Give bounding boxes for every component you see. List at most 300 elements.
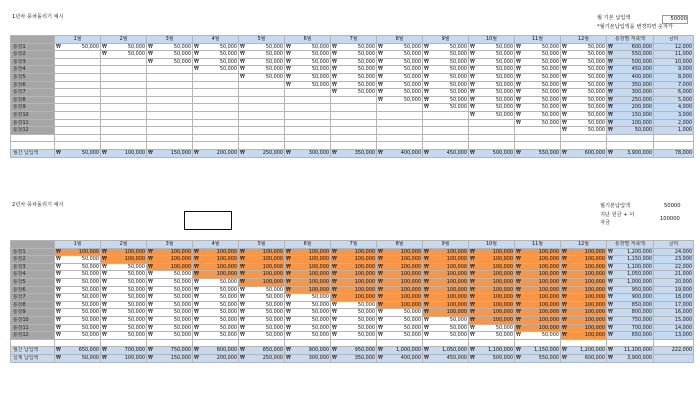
empty-cell[interactable] — [331, 339, 377, 347]
row-label[interactable]: 통장10 — [11, 111, 55, 119]
month-cell[interactable] — [101, 43, 147, 51]
empty-cell[interactable] — [377, 134, 423, 142]
column-header[interactable]: 3월 — [147, 36, 193, 44]
month-cell[interactable] — [55, 66, 101, 74]
empty-cell[interactable] — [423, 142, 469, 150]
month-cell[interactable] — [331, 96, 377, 104]
month-cell[interactable] — [469, 127, 515, 135]
month-cell[interactable] — [331, 119, 377, 127]
month-cell[interactable] — [55, 43, 101, 51]
month-cell[interactable] — [55, 294, 101, 302]
empty-cell[interactable] — [561, 339, 607, 347]
column-header[interactable]: 4월 — [193, 36, 239, 44]
summary-cell[interactable] — [515, 149, 561, 157]
month-cell[interactable] — [55, 316, 101, 324]
row-label[interactable]: 통장6 — [11, 81, 55, 89]
account-total-cell[interactable] — [607, 324, 654, 332]
interest-cell[interactable] — [654, 332, 694, 340]
month-cell[interactable] — [55, 256, 101, 264]
column-header[interactable]: 11월 — [515, 36, 561, 44]
month-cell[interactable] — [147, 104, 193, 112]
summary-label[interactable]: 월간 납입액 — [11, 149, 55, 157]
month-cell[interactable] — [285, 43, 331, 51]
month-cell[interactable] — [55, 301, 101, 309]
interest-cell[interactable] — [654, 51, 694, 59]
month-cell[interactable] — [101, 263, 147, 271]
empty-cell[interactable] — [654, 134, 694, 142]
summary-cell[interactable] — [561, 354, 607, 362]
month-cell[interactable] — [193, 51, 239, 59]
month-cell[interactable] — [55, 58, 101, 66]
month-cell[interactable] — [147, 278, 193, 286]
month-cell[interactable] — [101, 256, 147, 264]
summary-cell[interactable] — [101, 149, 147, 157]
interest-cell[interactable] — [654, 263, 694, 271]
month-cell[interactable] — [193, 278, 239, 286]
month-cell[interactable] — [239, 324, 285, 332]
summary-cell[interactable] — [377, 354, 423, 362]
month-cell[interactable] — [55, 127, 101, 135]
month-cell[interactable] — [377, 89, 423, 97]
empty-cell[interactable] — [654, 339, 694, 347]
interest-cell[interactable] — [654, 294, 694, 302]
month-cell[interactable] — [193, 96, 239, 104]
column-header[interactable]: 금리 — [654, 241, 694, 249]
month-cell[interactable] — [377, 301, 423, 309]
empty-cell[interactable] — [331, 142, 377, 150]
month-cell[interactable] — [101, 104, 147, 112]
month-cell[interactable] — [239, 96, 285, 104]
month-cell[interactable] — [423, 89, 469, 97]
month-cell[interactable] — [377, 324, 423, 332]
month-cell[interactable] — [515, 248, 561, 256]
month-cell[interactable] — [469, 256, 515, 264]
summary-interest-cell[interactable] — [654, 354, 694, 362]
summary-cell[interactable] — [147, 149, 193, 157]
column-header[interactable]: 10월 — [469, 241, 515, 249]
column-header[interactable]: 8월 — [377, 241, 423, 249]
empty-cell[interactable] — [55, 339, 101, 347]
month-cell[interactable] — [423, 316, 469, 324]
summary-cell[interactable] — [285, 347, 331, 355]
month-cell[interactable] — [515, 286, 561, 294]
empty-cell[interactable] — [469, 339, 515, 347]
month-cell[interactable] — [331, 127, 377, 135]
month-cell[interactable] — [147, 81, 193, 89]
month-cell[interactable] — [561, 271, 607, 279]
month-cell[interactable] — [193, 111, 239, 119]
interest-cell[interactable] — [654, 316, 694, 324]
summary-cell[interactable] — [193, 347, 239, 355]
summary-cell[interactable] — [147, 347, 193, 355]
month-cell[interactable] — [285, 286, 331, 294]
month-cell[interactable] — [193, 324, 239, 332]
month-cell[interactable] — [331, 332, 377, 340]
month-cell[interactable] — [55, 81, 101, 89]
summary-cell[interactable] — [285, 149, 331, 157]
summary-cell[interactable] — [147, 354, 193, 362]
empty-cell[interactable] — [469, 142, 515, 150]
month-cell[interactable] — [193, 316, 239, 324]
month-cell[interactable] — [377, 294, 423, 302]
account-total-cell[interactable] — [607, 96, 654, 104]
month-cell[interactable] — [239, 263, 285, 271]
month-cell[interactable] — [285, 332, 331, 340]
column-header[interactable]: 5월 — [239, 241, 285, 249]
month-cell[interactable] — [377, 248, 423, 256]
interest-cell[interactable] — [654, 66, 694, 74]
month-cell[interactable] — [377, 263, 423, 271]
month-cell[interactable] — [55, 309, 101, 317]
month-cell[interactable] — [377, 309, 423, 317]
empty-cell[interactable] — [654, 142, 694, 150]
month-cell[interactable] — [469, 316, 515, 324]
month-cell[interactable] — [55, 332, 101, 340]
row-label[interactable]: 통장11 — [11, 119, 55, 127]
month-cell[interactable] — [239, 89, 285, 97]
account-total-cell[interactable] — [607, 58, 654, 66]
month-cell[interactable] — [331, 104, 377, 112]
month-cell[interactable] — [515, 73, 561, 81]
month-cell[interactable] — [101, 248, 147, 256]
month-cell[interactable] — [377, 127, 423, 135]
row-label[interactable]: 통장10 — [11, 316, 55, 324]
empty-cell[interactable] — [377, 142, 423, 150]
empty-cell[interactable] — [239, 142, 285, 150]
summary-cell[interactable] — [239, 347, 285, 355]
month-cell[interactable] — [331, 256, 377, 264]
column-header[interactable]: 7월 — [331, 36, 377, 44]
row-label[interactable]: 통장3 — [11, 58, 55, 66]
month-cell[interactable] — [515, 256, 561, 264]
account-total-cell[interactable] — [607, 248, 654, 256]
month-cell[interactable] — [55, 271, 101, 279]
month-cell[interactable] — [423, 332, 469, 340]
month-cell[interactable] — [239, 309, 285, 317]
month-cell[interactable] — [331, 263, 377, 271]
row-label[interactable]: 통장9 — [11, 309, 55, 317]
interest-cell[interactable] — [654, 111, 694, 119]
summary-interest-cell[interactable] — [654, 149, 694, 157]
month-cell[interactable] — [147, 58, 193, 66]
month-cell[interactable] — [147, 89, 193, 97]
summary-cell[interactable] — [423, 354, 469, 362]
month-cell[interactable] — [561, 43, 607, 51]
row-label[interactable]: 통장5 — [11, 278, 55, 286]
summary-cell[interactable] — [239, 149, 285, 157]
empty-cell[interactable] — [515, 142, 561, 150]
month-cell[interactable] — [561, 256, 607, 264]
month-cell[interactable] — [377, 104, 423, 112]
account-total-cell[interactable] — [607, 309, 654, 317]
interest-cell[interactable] — [654, 278, 694, 286]
month-cell[interactable] — [285, 119, 331, 127]
month-cell[interactable] — [285, 278, 331, 286]
empty-cell[interactable] — [423, 339, 469, 347]
month-cell[interactable] — [55, 51, 101, 59]
month-cell[interactable] — [469, 58, 515, 66]
empty-cell[interactable] — [285, 339, 331, 347]
empty-cell[interactable] — [469, 134, 515, 142]
summary-total-cell[interactable] — [607, 354, 654, 362]
interest-cell[interactable] — [654, 58, 694, 66]
month-cell[interactable] — [239, 66, 285, 74]
month-cell[interactable] — [515, 278, 561, 286]
month-cell[interactable] — [331, 309, 377, 317]
month-cell[interactable] — [469, 324, 515, 332]
month-cell[interactable] — [331, 316, 377, 324]
month-cell[interactable] — [561, 96, 607, 104]
month-cell[interactable] — [55, 73, 101, 81]
month-cell[interactable] — [147, 256, 193, 264]
month-cell[interactable] — [147, 111, 193, 119]
account-total-cell[interactable] — [607, 104, 654, 112]
month-cell[interactable] — [285, 263, 331, 271]
month-cell[interactable] — [469, 66, 515, 74]
month-cell[interactable] — [239, 51, 285, 59]
month-cell[interactable] — [469, 96, 515, 104]
month-cell[interactable] — [561, 51, 607, 59]
column-header[interactable]: 통장별 저축액 — [607, 241, 654, 249]
interest-cell[interactable] — [654, 89, 694, 97]
month-cell[interactable] — [561, 127, 607, 135]
month-cell[interactable] — [377, 256, 423, 264]
month-cell[interactable] — [101, 119, 147, 127]
month-cell[interactable] — [55, 119, 101, 127]
month-cell[interactable] — [101, 73, 147, 81]
monthly-base-value[interactable]: 50000 — [662, 15, 688, 24]
empty-cell[interactable] — [561, 134, 607, 142]
month-cell[interactable] — [101, 81, 147, 89]
column-header[interactable]: 10월 — [469, 36, 515, 44]
month-cell[interactable] — [377, 81, 423, 89]
month-cell[interactable] — [561, 89, 607, 97]
column-header[interactable]: 1월 — [55, 241, 101, 249]
row-label[interactable]: 통장6 — [11, 286, 55, 294]
month-cell[interactable] — [101, 301, 147, 309]
month-cell[interactable] — [193, 81, 239, 89]
selected-cell[interactable] — [184, 211, 232, 230]
column-header[interactable]: 4월 — [193, 241, 239, 249]
month-cell[interactable] — [285, 309, 331, 317]
summary-cell[interactable] — [331, 347, 377, 355]
month-cell[interactable] — [469, 73, 515, 81]
empty-cell[interactable] — [423, 134, 469, 142]
empty-cell[interactable] — [515, 134, 561, 142]
month-cell[interactable] — [193, 294, 239, 302]
account-total-cell[interactable] — [607, 278, 654, 286]
month-cell[interactable] — [515, 89, 561, 97]
month-cell[interactable] — [331, 51, 377, 59]
month-cell[interactable] — [561, 294, 607, 302]
month-cell[interactable] — [423, 73, 469, 81]
month-cell[interactable] — [469, 263, 515, 271]
month-cell[interactable] — [515, 104, 561, 112]
month-cell[interactable] — [561, 66, 607, 74]
interest-cell[interactable] — [654, 73, 694, 81]
month-cell[interactable] — [423, 81, 469, 89]
summary-cell[interactable] — [377, 347, 423, 355]
month-cell[interactable] — [377, 111, 423, 119]
month-cell[interactable] — [193, 43, 239, 51]
month-cell[interactable] — [423, 278, 469, 286]
month-cell[interactable] — [239, 301, 285, 309]
empty-cell[interactable] — [285, 142, 331, 150]
summary-cell[interactable] — [55, 347, 101, 355]
month-cell[interactable] — [55, 286, 101, 294]
month-cell[interactable] — [331, 66, 377, 74]
column-header[interactable]: 5월 — [239, 36, 285, 44]
summary-cell[interactable] — [469, 347, 515, 355]
column-header[interactable]: 9월 — [423, 241, 469, 249]
account-total-cell[interactable] — [607, 294, 654, 302]
interest-cell[interactable] — [654, 43, 694, 51]
month-cell[interactable] — [55, 263, 101, 271]
month-cell[interactable] — [561, 301, 607, 309]
month-cell[interactable] — [285, 324, 331, 332]
summary-cell[interactable] — [193, 354, 239, 362]
column-header[interactable]: 9월 — [423, 36, 469, 44]
month-cell[interactable] — [515, 119, 561, 127]
column-header[interactable]: 통장별 저축액 — [607, 36, 654, 44]
month-cell[interactable] — [147, 66, 193, 74]
month-cell[interactable] — [55, 324, 101, 332]
interest-cell[interactable] — [654, 271, 694, 279]
month-cell[interactable] — [239, 332, 285, 340]
month-cell[interactable] — [147, 309, 193, 317]
month-cell[interactable] — [561, 248, 607, 256]
month-cell[interactable] — [331, 278, 377, 286]
row-label[interactable]: 통장9 — [11, 104, 55, 112]
month-cell[interactable] — [147, 127, 193, 135]
summary-total-cell[interactable] — [607, 347, 654, 355]
month-cell[interactable] — [193, 104, 239, 112]
row-label[interactable]: 통장1 — [11, 43, 55, 51]
empty-cell[interactable] — [55, 142, 101, 150]
interest-cell[interactable] — [654, 301, 694, 309]
summary-total-cell[interactable] — [607, 149, 654, 157]
month-cell[interactable] — [423, 119, 469, 127]
month-cell[interactable] — [561, 332, 607, 340]
interest-cell[interactable] — [654, 127, 694, 135]
summary-cell[interactable] — [423, 347, 469, 355]
month-cell[interactable] — [331, 286, 377, 294]
row-label[interactable]: 통장8 — [11, 96, 55, 104]
month-cell[interactable] — [147, 51, 193, 59]
month-cell[interactable] — [423, 324, 469, 332]
month-cell[interactable] — [423, 58, 469, 66]
month-cell[interactable] — [423, 271, 469, 279]
month-cell[interactable] — [239, 111, 285, 119]
empty-cell[interactable] — [193, 142, 239, 150]
account-total-cell[interactable] — [607, 271, 654, 279]
month-cell[interactable] — [423, 104, 469, 112]
month-cell[interactable] — [147, 43, 193, 51]
interest-cell[interactable] — [654, 309, 694, 317]
month-cell[interactable] — [101, 66, 147, 74]
summary-cell[interactable] — [331, 149, 377, 157]
month-cell[interactable] — [239, 278, 285, 286]
month-cell[interactable] — [331, 81, 377, 89]
month-cell[interactable] — [515, 301, 561, 309]
month-cell[interactable] — [285, 256, 331, 264]
month-cell[interactable] — [285, 271, 331, 279]
month-cell[interactable] — [469, 81, 515, 89]
month-cell[interactable] — [515, 66, 561, 74]
month-cell[interactable] — [55, 89, 101, 97]
column-header[interactable]: 11월 — [515, 241, 561, 249]
month-cell[interactable] — [331, 301, 377, 309]
month-cell[interactable] — [423, 294, 469, 302]
month-cell[interactable] — [515, 332, 561, 340]
month-cell[interactable] — [239, 256, 285, 264]
row-label[interactable]: 통장8 — [11, 301, 55, 309]
month-cell[interactable] — [239, 81, 285, 89]
month-cell[interactable] — [469, 332, 515, 340]
month-cell[interactable] — [147, 324, 193, 332]
month-cell[interactable] — [469, 278, 515, 286]
month-cell[interactable] — [193, 73, 239, 81]
row-label[interactable]: 통장12 — [11, 332, 55, 340]
row-label[interactable]: 통장4 — [11, 271, 55, 279]
row-label[interactable]: 통장4 — [11, 66, 55, 74]
column-header[interactable] — [11, 36, 55, 44]
summary-cell[interactable] — [423, 149, 469, 157]
interest-cell[interactable] — [654, 104, 694, 112]
month-cell[interactable] — [101, 96, 147, 104]
month-cell[interactable] — [515, 111, 561, 119]
empty-cell[interactable] — [55, 134, 101, 142]
month-cell[interactable] — [331, 248, 377, 256]
summary-cell[interactable] — [515, 354, 561, 362]
month-cell[interactable] — [239, 73, 285, 81]
month-cell[interactable] — [101, 309, 147, 317]
month-cell[interactable] — [561, 309, 607, 317]
empty-cell[interactable] — [101, 339, 147, 347]
month-cell[interactable] — [101, 51, 147, 59]
month-cell[interactable] — [423, 51, 469, 59]
month-cell[interactable] — [193, 271, 239, 279]
month-cell[interactable] — [515, 263, 561, 271]
month-cell[interactable] — [377, 51, 423, 59]
month-cell[interactable] — [193, 309, 239, 317]
row-label[interactable]: 통장2 — [11, 51, 55, 59]
month-cell[interactable] — [285, 294, 331, 302]
account-total-cell[interactable] — [607, 73, 654, 81]
month-cell[interactable] — [239, 286, 285, 294]
month-cell[interactable] — [285, 58, 331, 66]
month-cell[interactable] — [239, 58, 285, 66]
month-cell[interactable] — [331, 58, 377, 66]
account-total-cell[interactable] — [607, 127, 654, 135]
month-cell[interactable] — [469, 119, 515, 127]
month-cell[interactable] — [331, 324, 377, 332]
month-cell[interactable] — [377, 278, 423, 286]
month-cell[interactable] — [147, 96, 193, 104]
summary-label[interactable]: 월간 납입액 — [11, 347, 55, 355]
column-header[interactable]: 2월 — [101, 36, 147, 44]
month-cell[interactable] — [147, 301, 193, 309]
month-cell[interactable] — [101, 332, 147, 340]
month-cell[interactable] — [239, 271, 285, 279]
summary-cell[interactable] — [55, 354, 101, 362]
month-cell[interactable] — [469, 294, 515, 302]
empty-cell[interactable] — [193, 134, 239, 142]
month-cell[interactable] — [101, 294, 147, 302]
account-total-cell[interactable] — [607, 301, 654, 309]
month-cell[interactable] — [193, 127, 239, 135]
month-cell[interactable] — [285, 248, 331, 256]
